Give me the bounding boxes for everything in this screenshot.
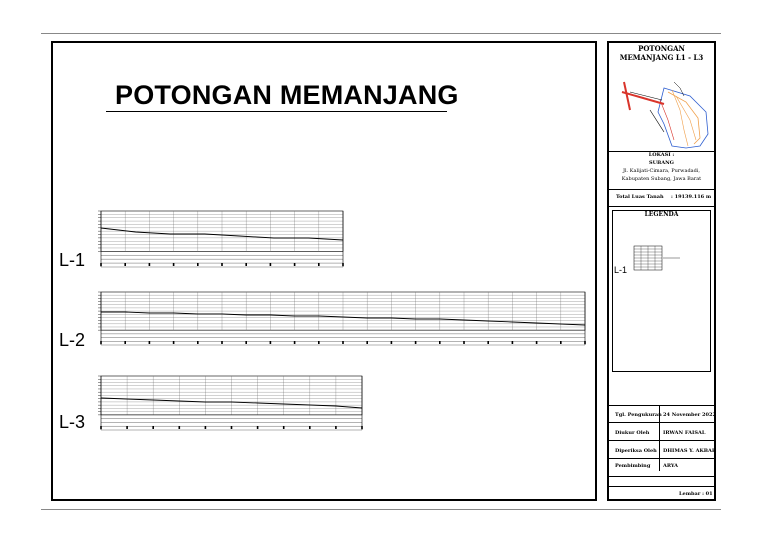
checked-by-label: Diperiksa Oleh <box>615 448 657 454</box>
total-area-label: Total Luas Tanah <box>616 194 664 200</box>
info-row-divider-2 <box>607 440 716 441</box>
info-row-divider-1 <box>607 422 716 423</box>
sheet-number: Lembar : 01 <box>679 491 713 497</box>
measured-by-label: Diukur Oleh <box>615 430 650 436</box>
checked-by-value: DHIMAS Y. AKBAR <box>663 448 717 454</box>
info-row-divider-5 <box>607 486 716 487</box>
info-row-divider-4 <box>607 476 716 477</box>
title-block-divider-4 <box>607 405 716 406</box>
measured-by-value: IRWAN FAISAL <box>663 430 706 436</box>
address-line2: Kabupaten Subang, Jawa Barat <box>621 176 702 182</box>
legend-title: LEGENDA <box>644 211 679 218</box>
profile-label-l1: L-1 <box>59 250 86 270</box>
total-area-value: : 19139.116 m <box>671 194 712 200</box>
title-block-heading-line2: MEMANJANG L1 - L3 <box>619 53 704 62</box>
legend-label: L-1 <box>614 265 628 275</box>
page-title: POTONGAN MEMANJANG <box>115 80 459 110</box>
address-line1: Jl. Kalijati-Cimara, Purwadadi, <box>622 168 701 174</box>
profile-label-l3: L-3 <box>59 412 86 432</box>
location-label: LOKASI : <box>648 152 675 158</box>
info-row-divider-3 <box>607 458 716 459</box>
location-name: SUBANG <box>649 160 674 166</box>
supervisor-value: ARYA <box>663 463 679 469</box>
measurement-date-label: Tgl. Pengukuran <box>615 412 662 418</box>
measurement-date-value: 24 November 2022 <box>663 412 716 418</box>
title-block-heading-line1: POTONGAN <box>638 44 685 53</box>
profile-label-l2: L-2 <box>59 330 86 350</box>
supervisor-label: Pembimbing <box>615 463 651 469</box>
